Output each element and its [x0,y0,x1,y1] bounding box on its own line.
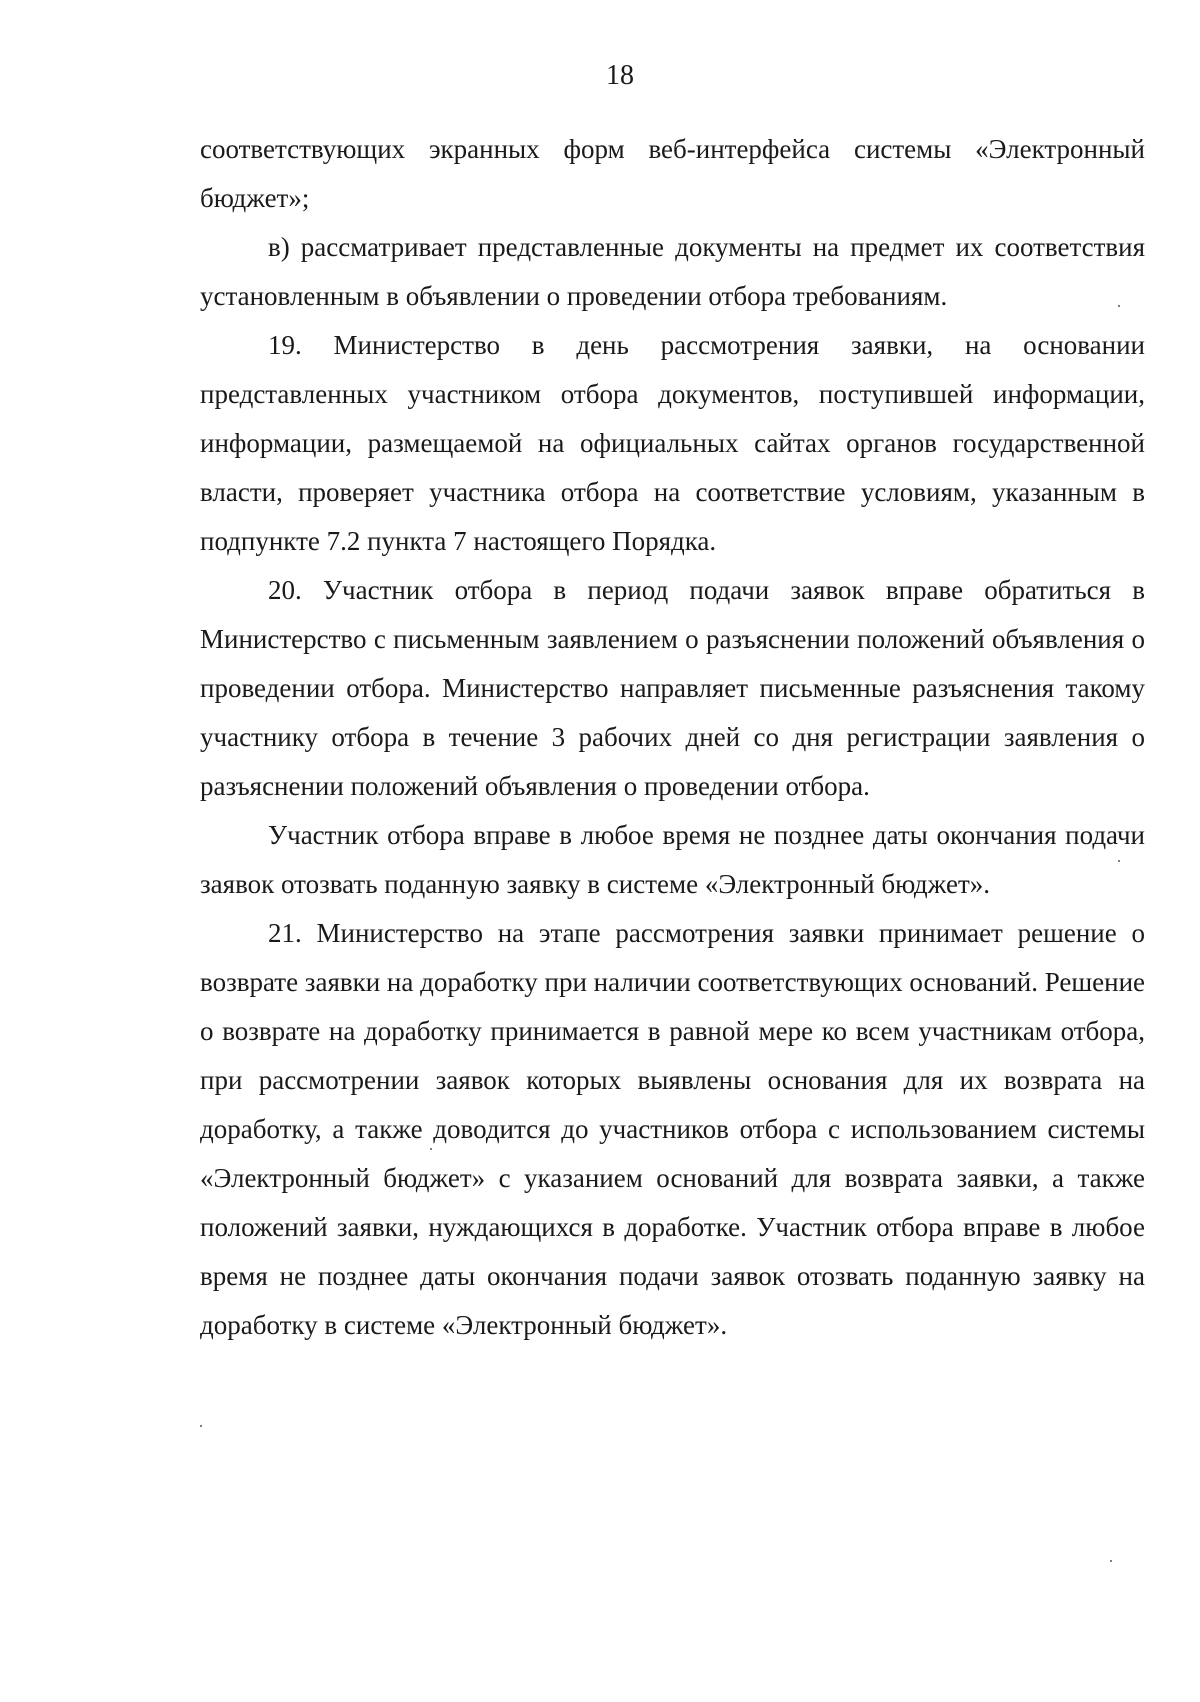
document-body [200,125,1145,1350]
scan-speck [1110,1560,1112,1562]
paragraph-19: 19. Министерство в день рассмотрения заявки, на основании представленных участником отбора документов, поступившей информации, информации, размещаемой на официальных сайтах органов государственной власти, проверяет участника отбора на соответствие условиям, указанным в подпункте 7.2 пункта 7 настоящего Порядка. [200,330,1145,556]
scan-speck [1118,305,1120,307]
paragraph-continuation: соответствующих экранных форм веб-интерфейса системы «Электронный бюджет»; [200,134,1145,213]
page-number: 18 [606,60,634,91]
scan-speck [1118,860,1120,862]
paragraph-20: 20. Участник отбора в период подачи заявок вправе обратиться в Министерство с письменным заявлением о разъяснении положений объявления о проведении отбора. Министерство направляет письменные разъяснения такому участнику отбора в течение 3 рабочих дней со дня регистрации заявления о разъяснении положений объявления о проведении отбора. [200,575,1145,801]
paragraph-20-withdrawal: Участник отбора вправе в любое время не позднее даты окончания подачи заявок отозвать поданную заявку в системе «Электронный бюджет». [200,820,1145,899]
paragraph-21: 21. Министерство на этапе рассмотрения заявки принимает решение о возврате заявки на доработку при наличии соответствующих оснований. Решение о возврате на доработку принимается в равной мере ко всем участникам отбора, при рассмотрении заявок которых выявлены основания для их возврата на доработку, а также доводится до участников отбора с использованием системы «Электронный бюджет» с указанием оснований для возврата заявки, а также положений заявки, нуждающихся в доработке. Участник отбора вправе в любое время не позднее даты окончания подачи заявок отозвать поданную заявку на доработку в системе «Электронный бюджет». [200,918,1145,1340]
scan-speck [430,1148,432,1150]
paragraph-subitem-v: в) рассматривает представленные документы на предмет их соответствия установленным в объявлении о проведении отбора требованиям. [200,232,1145,311]
scan-speck [200,1425,202,1427]
